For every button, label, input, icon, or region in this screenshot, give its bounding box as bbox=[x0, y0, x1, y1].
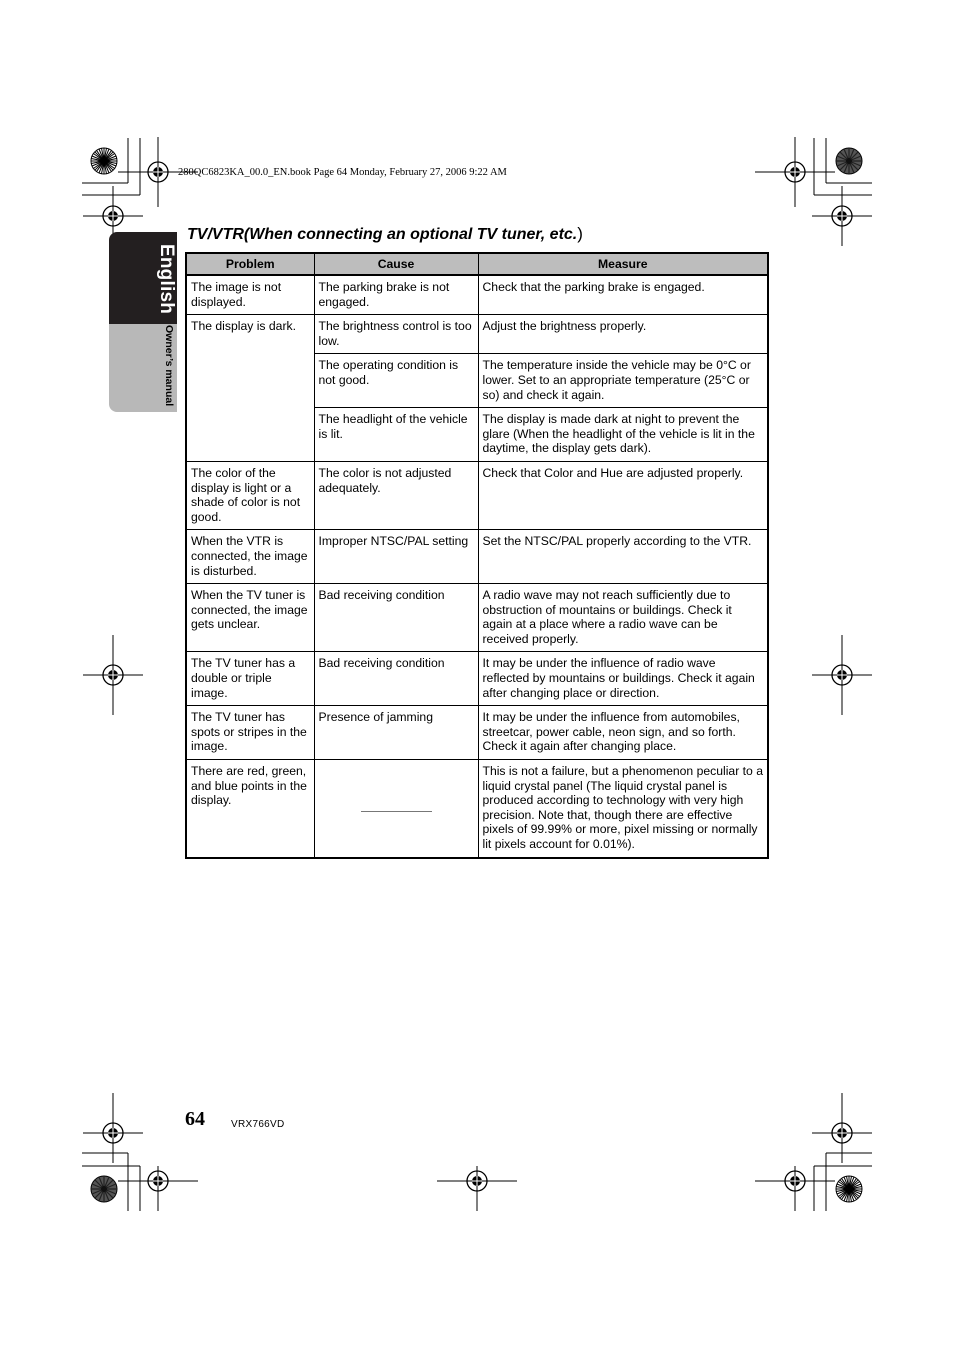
cause-cell: The parking brake is not engaged. bbox=[314, 275, 478, 315]
table-row bbox=[186, 275, 768, 315]
radial-registration-mark-icon bbox=[836, 148, 862, 174]
header-measure: Measure bbox=[478, 253, 768, 275]
table-row bbox=[186, 760, 768, 858]
radial-registration-mark-icon bbox=[836, 1176, 862, 1202]
cause-cell: Bad receiving condition bbox=[314, 652, 478, 706]
radial-registration-mark-icon bbox=[91, 148, 117, 174]
side-tab-language: English bbox=[156, 244, 177, 315]
measure-cell: Check that Color and Hue are adjusted properly. bbox=[478, 461, 768, 529]
cause-cell: Presence of jamming bbox=[314, 706, 478, 760]
header-cause: Cause bbox=[314, 253, 478, 275]
problem-cell: When the VTR is connected, the image is disturbed. bbox=[186, 530, 314, 584]
cause-cell: Bad receiving condition bbox=[314, 584, 478, 652]
table-row bbox=[186, 652, 768, 706]
table-header-row bbox=[186, 253, 768, 275]
radial-registration-mark-icon bbox=[91, 1176, 117, 1202]
measure-cell: The display is made dark at night to prevent the glare (When the headlight of the vehicle is lit in the daytime, the display gets dark). bbox=[478, 408, 768, 462]
problem-cell: The display is dark. bbox=[186, 315, 314, 462]
side-tab-manual: Owner’s manual bbox=[163, 325, 175, 407]
section-title bbox=[187, 224, 583, 244]
problem-cell: The color of the display is light or a shade of color is not good. bbox=[186, 461, 314, 529]
cause-cell: The brightness control is too low. bbox=[314, 315, 478, 354]
cause-cell: The operating condition is not good. bbox=[314, 354, 478, 408]
cause-cell: The headlight of the vehicle is lit. bbox=[314, 408, 478, 462]
cause-cell: The color is not adjusted adequately. bbox=[314, 461, 478, 529]
measure-cell: A radio wave may not reach sufficiently due to obstruction of mountains or buildings. Check it again at a place where a radio wave can be received properly. bbox=[478, 584, 768, 652]
table-row bbox=[186, 584, 768, 652]
problem-cell: There are red, green, and blue points in the display. bbox=[186, 760, 314, 858]
header-problem: Problem bbox=[186, 253, 314, 275]
problem-cell: The TV tuner has spots or stripes in the image. bbox=[186, 706, 314, 760]
table-row bbox=[186, 315, 768, 354]
cause-cell-empty bbox=[314, 760, 478, 858]
measure-cell: Set the NTSC/PAL properly according to the VTR. bbox=[478, 530, 768, 584]
troubleshooting-table bbox=[185, 252, 769, 859]
measure-cell: It may be under the influence from automobiles, streetcar, power cable, neon sign, and so forth. Check it again after changing place. bbox=[478, 706, 768, 760]
measure-cell: This is not a failure, but a phenomenon peculiar to a liquid crystal panel (The liquid crystal panel is produced according to technology with very high precision. Note that, though there are effective pixels of 99.99% or more, pixel missing or normally lit pixels account for 0.01%). bbox=[478, 760, 768, 858]
page-number: 64 bbox=[185, 1108, 205, 1130]
table-row bbox=[186, 530, 768, 584]
empty-dash bbox=[361, 811, 432, 812]
measure-cell: Check that the parking brake is engaged. bbox=[478, 275, 768, 315]
problem-cell: The image is not displayed. bbox=[186, 275, 314, 315]
cause-cell: Improper NTSC/PAL setting bbox=[314, 530, 478, 584]
section-title-paren: ) bbox=[577, 224, 583, 243]
table-row bbox=[186, 706, 768, 760]
measure-cell: Adjust the brightness properly. bbox=[478, 315, 768, 354]
book-header: 280QC6823KA_00.0_EN.book Page 64 Monday, February 27, 2006 9:22 AM bbox=[178, 167, 507, 178]
table-row bbox=[186, 461, 768, 529]
measure-cell: The temperature inside the vehicle may be 0°C or lower. Set to an appropriate temperature (25°C or so) and check it again. bbox=[478, 354, 768, 408]
model-number: VRX766VD bbox=[231, 1119, 285, 1130]
problem-cell: The TV tuner has a double or triple image. bbox=[186, 652, 314, 706]
measure-cell: It may be under the influence of radio wave reflected by mountains or buildings. Check it again after changing place or direction. bbox=[478, 652, 768, 706]
section-title-text: TV/VTR(When connecting an optional TV tuner, etc. bbox=[187, 226, 578, 243]
problem-cell: When the TV tuner is connected, the image gets unclear. bbox=[186, 584, 314, 652]
